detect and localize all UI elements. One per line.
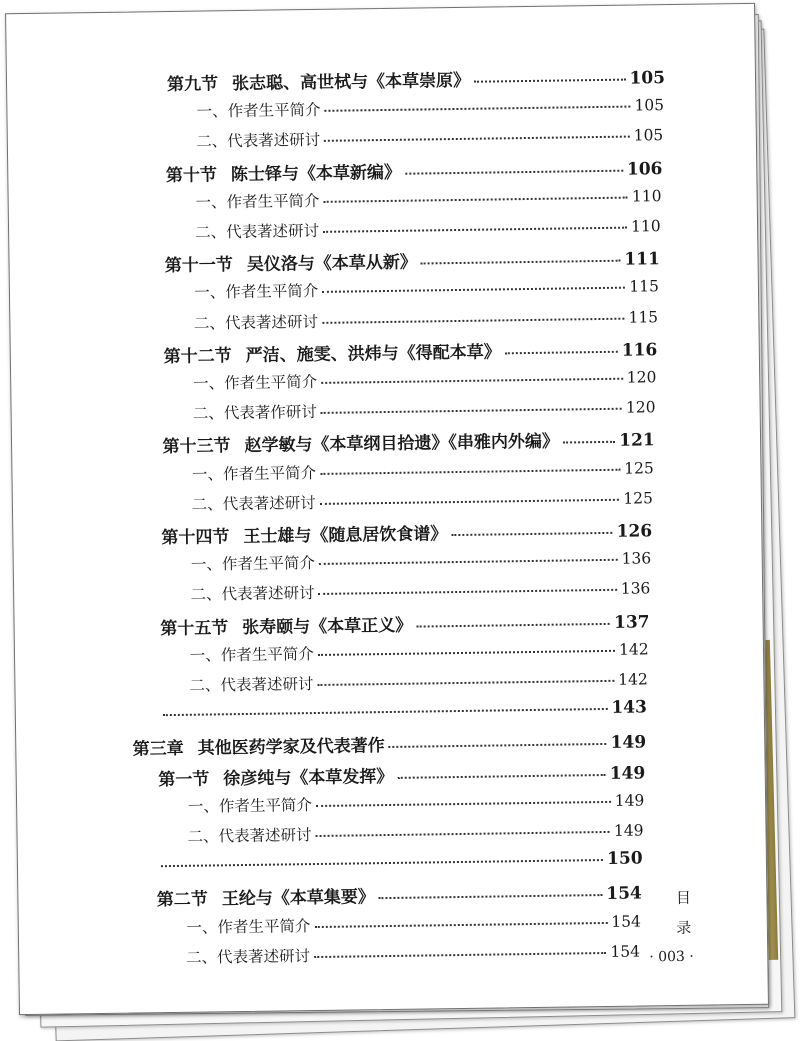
toc-page-number: 105: [629, 68, 666, 89]
dot-leader: [316, 791, 611, 807]
toc-section: [159, 698, 647, 731]
dot-leader: [322, 277, 625, 293]
toc-page-number: 126: [616, 521, 653, 542]
toc-subsection: [186, 939, 640, 971]
toc-label: [157, 883, 375, 911]
toc-page-number: 150: [606, 848, 643, 870]
toc-number: 第十节: [165, 164, 218, 186]
toc-label: [190, 642, 314, 666]
toc-subsection: [190, 577, 650, 609]
dot-leader: [323, 186, 628, 202]
toc-section: [166, 154, 663, 187]
toc-page-number: 149: [609, 763, 646, 784]
toc-label: [190, 581, 314, 605]
side-label-char: 目: [675, 888, 692, 908]
toc-label: [193, 370, 317, 394]
dot-leader: [317, 670, 614, 686]
toc-label: [158, 762, 393, 790]
toc-page-number: 154: [610, 942, 641, 961]
toc-subsection: [189, 667, 648, 699]
dot-leader: [163, 698, 608, 716]
toc-title: 二、代表著述研讨: [189, 675, 314, 695]
toc-subsection: [186, 909, 641, 941]
dot-leader: [321, 398, 622, 414]
dot-leader: [322, 307, 625, 323]
dot-leader: [397, 764, 606, 779]
toc-label: [162, 427, 559, 458]
toc-page: [5, 3, 769, 1015]
toc-page-number: 115: [628, 307, 659, 327]
toc-page-number: 125: [623, 489, 654, 508]
dot-leader: [504, 341, 617, 355]
toc-label: [133, 731, 385, 760]
dot-leader: [314, 912, 607, 928]
toc-page-number: 143: [611, 697, 648, 719]
toc-subsection: [193, 365, 657, 397]
toc-page-number: 136: [621, 549, 652, 568]
toc-subsection: [187, 818, 643, 850]
toc-section: [157, 879, 642, 912]
toc-number: 第十三节: [162, 436, 231, 458]
toc-subsection: [194, 305, 658, 337]
toc-label: [192, 461, 316, 485]
toc-label: [195, 219, 319, 243]
toc-title: 一、作者生平简介: [195, 191, 320, 212]
dot-leader: [323, 217, 627, 233]
toc-subsection: [196, 123, 663, 156]
dot-leader: [314, 942, 607, 958]
dot-leader: [389, 733, 607, 748]
toc-page-number: 110: [631, 186, 662, 206]
dot-leader: [161, 849, 603, 867]
dot-leader: [321, 368, 623, 384]
toc-section: [165, 244, 660, 277]
toc-page-number: 105: [633, 126, 664, 145]
toc-label: [195, 189, 319, 213]
toc-label: [161, 519, 447, 548]
toc-page-number: 149: [610, 732, 647, 754]
toc-number: 第三章: [132, 739, 184, 760]
toc-page-number: 142: [618, 670, 648, 689]
toc-page-number: 137: [613, 611, 650, 633]
toc-subsection: [193, 395, 656, 427]
dot-leader: [324, 96, 630, 112]
toc-title: 一、作者生平简介: [193, 372, 318, 393]
toc-title: 二、代表著述研讨: [196, 131, 321, 152]
dot-leader: [416, 612, 610, 627]
toc-title: 王士雄与《随息居饮食谱》: [243, 524, 448, 548]
dot-leader: [421, 250, 621, 265]
toc-chapter: [133, 728, 647, 761]
toc-title: 一、作者生平简介: [190, 554, 316, 574]
toc-subsection: [192, 486, 654, 518]
toc-label: [189, 672, 313, 696]
toc-title: 严洁、施雯、洪炜与《得配本草》: [245, 342, 501, 366]
toc-page-number: 149: [613, 821, 644, 840]
side-label-char: 录: [676, 918, 692, 937]
toc-title: 二、代表著述研讨: [194, 221, 320, 242]
toc-label: [196, 98, 320, 122]
toc-title: 张志聪、高世栻与《本草崇原》: [231, 70, 471, 95]
dot-leader: [320, 458, 620, 474]
dot-leader: [324, 126, 630, 142]
toc-label: [193, 400, 317, 424]
toc-title: 张寿颐与《本草正义》: [242, 615, 413, 638]
toc-subsection: [188, 788, 645, 820]
toc-label: [186, 944, 310, 968]
toc-label: [160, 610, 412, 639]
toc-page-number: 121: [619, 430, 655, 452]
toc-title: 陈士铎与《本草新编》: [230, 162, 402, 185]
toc-page-number: 120: [625, 398, 656, 417]
page-number: · 003 ·: [649, 948, 694, 966]
toc-title: 吴仪洛与《本草从新》: [246, 252, 417, 276]
toc-page-number: 116: [621, 340, 658, 361]
dot-leader: [451, 522, 612, 536]
toc-page-number: 110: [630, 217, 661, 236]
dot-leader: [318, 640, 615, 656]
toc-title: 二、代表著述研讨: [191, 493, 316, 514]
toc-page-number: 154: [611, 912, 642, 931]
toc-section: [163, 335, 657, 368]
dot-leader: [379, 884, 603, 899]
dot-leader: [318, 579, 616, 595]
toc-title: 王纶与《本草集要》: [221, 887, 375, 910]
toc-title: 一、作者生平简介: [186, 916, 311, 937]
toc-number: 第一节: [158, 769, 210, 790]
toc-subsection: [191, 547, 652, 579]
side-label: [674, 883, 693, 943]
toc-page-number: 125: [624, 458, 654, 478]
dot-leader: [405, 159, 623, 174]
toc-list: [6, 4, 768, 1014]
toc-label: [163, 337, 500, 367]
toc-subsection: [194, 275, 659, 307]
toc-label: [194, 279, 318, 303]
toc-title: 徐彦纯与《本草发挥》: [223, 766, 394, 789]
toc-number: 第十五节: [160, 617, 229, 639]
toc-title: 一、作者生平简介: [191, 463, 317, 484]
toc-title: 赵学敏与《本草纲目拾遗》《串雅内外编》: [244, 431, 560, 457]
toc-title: 其他医药学家及代表著作: [197, 736, 385, 760]
toc-number: 第十二节: [163, 345, 232, 367]
toc-page-number: 106: [626, 158, 663, 180]
toc-label: [188, 793, 312, 817]
toc-subsection: [192, 456, 654, 488]
toc-page-number: 149: [614, 791, 645, 810]
toc-subsection: [195, 214, 661, 246]
dot-leader: [474, 69, 626, 83]
toc-label: [196, 128, 320, 152]
toc-number: 第十四节: [161, 527, 230, 549]
toc-number: 第九节: [166, 74, 219, 96]
toc-title: 二、代表著述研讨: [193, 312, 319, 333]
toc-section: [157, 849, 643, 882]
toc-page-number: 111: [624, 249, 660, 270]
toc-number: 第二节: [156, 889, 208, 911]
toc-title: 二、代表著述研讨: [190, 584, 315, 605]
toc-page-number: 105: [634, 96, 665, 115]
toc-label: [165, 248, 417, 277]
toc-label: [194, 310, 318, 334]
toc-title: 一、作者生平简介: [196, 101, 321, 121]
toc-title: 一、作者生平简介: [194, 282, 319, 303]
toc-title: 二、代表著述研讨: [185, 946, 311, 967]
toc-page-number: 115: [629, 277, 660, 296]
toc-page-number: 120: [626, 368, 657, 387]
toc-subsection: [190, 637, 649, 669]
toc-subsection: [196, 93, 664, 126]
toc-label: [166, 157, 401, 185]
toc-label: [192, 491, 316, 515]
toc-section: [162, 426, 655, 459]
dot-leader: [563, 431, 615, 444]
toc-title: 二、代表著作研讨: [192, 403, 317, 423]
toc-page-number: 154: [606, 883, 642, 905]
toc-section: [160, 607, 650, 640]
toc-label: [191, 551, 315, 575]
toc-label: [187, 823, 311, 847]
toc-page-number: 136: [620, 579, 651, 599]
toc-page-number: 142: [618, 640, 649, 659]
toc-section: [158, 758, 645, 791]
toc-title: 一、作者生平简介: [189, 644, 314, 665]
toc-section: [167, 63, 665, 96]
toc-title: 二、代表著述研讨: [187, 826, 312, 846]
toc-label: [186, 914, 310, 938]
toc-subsection: [195, 184, 661, 217]
dot-leader: [315, 821, 610, 837]
dot-leader: [319, 549, 618, 565]
toc-label: [167, 66, 470, 95]
toc-section: [161, 516, 652, 549]
toc-title: 一、作者生平简介: [187, 795, 313, 816]
dot-leader: [320, 489, 620, 505]
toc-number: 第十一节: [164, 255, 233, 277]
